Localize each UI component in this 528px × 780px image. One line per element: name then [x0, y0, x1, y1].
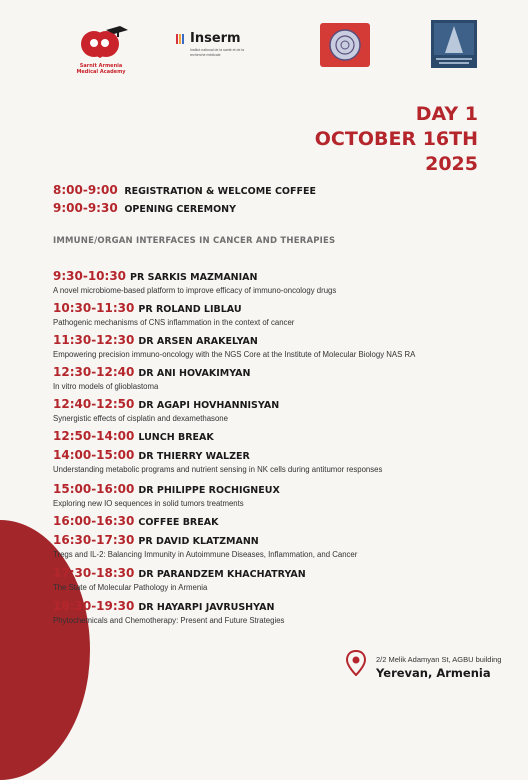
time-label: 10:30-11:30: [53, 301, 135, 315]
academy-name-line2: Medical Academy: [76, 69, 126, 75]
speaker-name: DR PHILIPPE ROCHIGNEUX: [138, 485, 280, 496]
date-label: OCTOBER 16TH: [314, 128, 478, 150]
talk-description: Tregs and IL-2: Balancing Immunity in Autoimmune Diseases, Inflammation, and Cancer: [53, 550, 358, 559]
year-label: 2025: [425, 153, 478, 175]
time-label: 12:40-12:50: [53, 397, 135, 411]
schedule-item-break: [53, 425, 513, 444]
talk-description: In vitro models of glioblastoma: [53, 382, 159, 391]
schedule-item: [53, 361, 513, 391]
inserm-logo: [176, 32, 256, 66]
time-label: 17:30-18:30: [53, 566, 135, 580]
decorative-arc: [0, 520, 90, 780]
inserm-name: Inserm: [190, 31, 241, 46]
event-title: REGISTRATION & WELCOME COFFEE: [124, 186, 316, 197]
opening-item-1: [53, 183, 316, 197]
schedule-item: [53, 562, 513, 592]
time-label: 9:00-9:30: [53, 201, 118, 215]
time-label: 9:30-10:30: [53, 269, 127, 283]
heart-cap-icon: [70, 24, 132, 58]
talk-description: Exploring new IO sequences in solid tumors treatments: [53, 499, 244, 508]
schedule-item: [53, 297, 513, 327]
institute-building-icon: [431, 20, 477, 68]
section-title: IMMUNE/ORGAN INTERFACES IN CANCER AND THERAPIES: [53, 236, 336, 246]
schedule-item: [53, 444, 513, 474]
address-text: 2/2 Melik Adamyan St, AGBU building: [376, 655, 502, 664]
speaker-name: PR SARKIS MAZMANIAN: [130, 272, 258, 283]
time-label: 18:30-19:30: [53, 599, 135, 613]
talk-description: Pathogenic mechanisms of CNS inflammation in the context of cancer: [53, 318, 295, 327]
talk-description: Synergistic effects of cisplatin and dexamethasone: [53, 414, 228, 423]
schedule-item: [53, 329, 513, 359]
talk-description: Phytochemicals and Chemotherapy: Present and Future Strategies: [53, 616, 285, 625]
schedule-item: [53, 265, 513, 295]
schedule-item-break: [53, 510, 513, 529]
inserm-tagline: Institut national de la santé et de la recherche médicale: [190, 48, 245, 57]
time-label: 15:00-16:00: [53, 482, 135, 496]
time-label: 8:00-9:00: [53, 183, 118, 197]
speaker-name: DR ARSEN ARAKELYAN: [138, 336, 258, 347]
speaker-name: COFFEE BREAK: [138, 517, 219, 528]
time-label: 16:30-17:30: [53, 533, 135, 547]
speaker-name: DR HAYARPI JAVRUSHYAN: [138, 602, 275, 613]
speaker-name: DR PARANDZEM KHACHATRYAN: [138, 569, 306, 580]
talk-description: A novel microbiome-based platform to improve efficacy of immuno-oncology drugs: [53, 286, 337, 295]
time-label: 12:30-12:40: [53, 365, 135, 379]
city-text: Yerevan, Armenia: [376, 666, 491, 680]
speaker-name: LUNCH BREAK: [138, 432, 214, 443]
speaker-name: PR ROLAND LIBLAU: [138, 304, 242, 315]
speaker-name: DR ANI HOVAKIMYAN: [138, 368, 251, 379]
schedule-item: [53, 595, 513, 625]
schedule-item: [53, 529, 513, 559]
talk-description: The State of Molecular Pathology in Armenia: [53, 583, 208, 592]
institute-logo: [431, 20, 477, 68]
logo-row: [0, 18, 528, 78]
schedule-item: [53, 393, 513, 423]
location-pin-icon: [346, 650, 366, 681]
speaker-name: DR AGAPI HOVHANNISYAN: [138, 400, 280, 411]
institute-emblem: [320, 23, 370, 67]
time-label: 11:30-12:30: [53, 333, 135, 347]
opening-item-2: [53, 201, 236, 215]
schedule-item: [53, 478, 513, 508]
dna-circle-icon: [320, 23, 370, 67]
time-label: 14:00-15:00: [53, 448, 135, 462]
academy-name-line1: Sarnit Armenia: [79, 63, 123, 69]
speaker-name: PR DAVID KLATZMANN: [138, 536, 259, 547]
talk-description: Empowering precision immuno-oncology with the NGS Core at the Institute of Molecular Biology NAS RA: [53, 350, 416, 359]
talk-description: Understanding metabolic programs and nutrient sensing in NK cells during antitumor responses: [53, 465, 383, 474]
time-label: 16:00-16:30: [53, 514, 135, 528]
inserm-mark-icon: [176, 34, 186, 44]
day-label: DAY 1: [415, 103, 478, 125]
day-header: [315, 102, 478, 177]
academy-logo: [70, 24, 132, 74]
event-title: OPENING CEREMONY: [124, 204, 237, 215]
speaker-name: DR THIERRY WALZER: [138, 451, 250, 462]
time-label: 12:50-14:00: [53, 429, 135, 443]
